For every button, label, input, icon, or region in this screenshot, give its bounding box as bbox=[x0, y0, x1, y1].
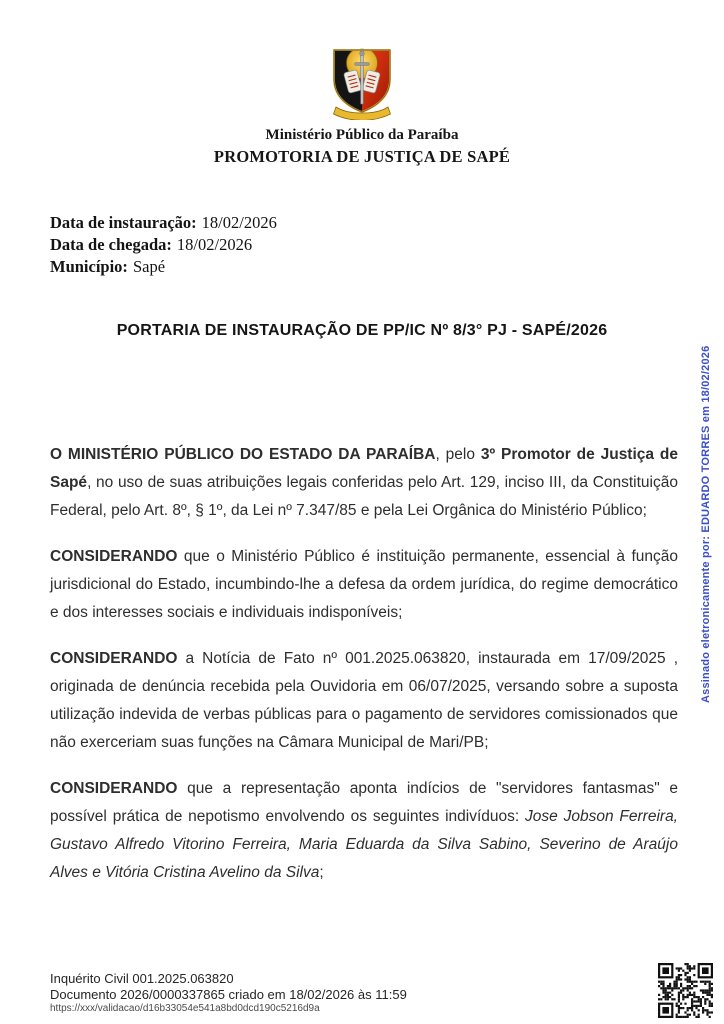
meta-field-value: Sapé bbox=[132, 256, 166, 276]
meta-field-label: Data de instauração: bbox=[50, 213, 197, 232]
document-paragraph: O MINISTÉRIO PÚBLICO DO ESTADO DA PARAÍBA, pelo 3º Promotor de Justiça de Sapé, no uso de suas atribuições legais conferidas pelo Art. 129, inciso III, da Constituição Federal, pelo Art. 8º, § 1º, da Lei nº 7.347/85 e pela Lei Orgânica do Ministério Público; bbox=[50, 446, 678, 519]
meta-field bbox=[50, 212, 277, 234]
org-name: Ministério Público da Paraíba bbox=[265, 127, 459, 143]
meta-field-value: 18/02/2026 bbox=[201, 213, 277, 232]
case-number: Inquérito Civil 001.2025.063820 bbox=[50, 971, 234, 986]
validation-url: https://xxx/validacao/d16b33054e541a8bd0dcd190c5216d9a bbox=[50, 1003, 320, 1014]
document-header bbox=[0, 46, 724, 167]
document-title: PORTARIA DE INSTAURAÇÃO DE PP/IC Nº 8/3° PJ - SAPÉ/2026 bbox=[116, 322, 608, 339]
qr-code-icon bbox=[658, 963, 713, 1018]
meta-field-label: Data de chegada: bbox=[50, 234, 172, 254]
mppb-coat-of-arms-icon bbox=[325, 46, 399, 120]
meta-field bbox=[50, 256, 277, 278]
signature-stamp: Assinado eletronicamente por: EDUARDO TORRES em 18/02/2026 bbox=[700, 345, 712, 703]
document-paragraph: CONSIDERANDO a Notícia de Fato nº 001.2025.063820, instaurada em 17/09/2025 , originada de denúncia recebida pela Ouvidoria em 06/07/2025, versando sobre a suposta utilização indevida de verbas públicas para o pagamento de servidores comissionados que não exerceriam suas funções na Câmara Municipal de Mari/PB; bbox=[50, 650, 678, 751]
meta-fields bbox=[50, 212, 277, 277]
office-name: PROMOTORIA DE JUSTIÇA DE SAPÉ bbox=[213, 147, 511, 166]
document-body bbox=[50, 441, 678, 905]
document-paragraph: CONSIDERANDO que o Ministério Público é instituição permanente, essencial à função jurisdicional do Estado, incumbindo-lhe a defesa da ordem jurídica, do regime democrático e dos interesses sociais e individuais indisponíveis; bbox=[50, 548, 678, 621]
meta-field-label: Município: bbox=[50, 256, 128, 276]
document-info: Documento 2026/0000337865 criado em 18/02/2026 às 11:59 bbox=[50, 986, 407, 1002]
meta-field-value: 18/02/2026 bbox=[176, 234, 253, 254]
document-footer bbox=[50, 971, 407, 1015]
document-paragraph: CONSIDERANDO que a representação aponta indícios de "servidores fantasmas" e possível prática de nepotismo envolvendo os seguintes indivíduos: Jose Jobson Ferreira, Gustavo Alfredo Vitorino Ferreira, Maria Eduarda da Silva Sabino, Severino de Araújo Alves e Vitória Cristina Avelino da Silva; bbox=[50, 780, 678, 881]
meta-field bbox=[50, 234, 277, 256]
